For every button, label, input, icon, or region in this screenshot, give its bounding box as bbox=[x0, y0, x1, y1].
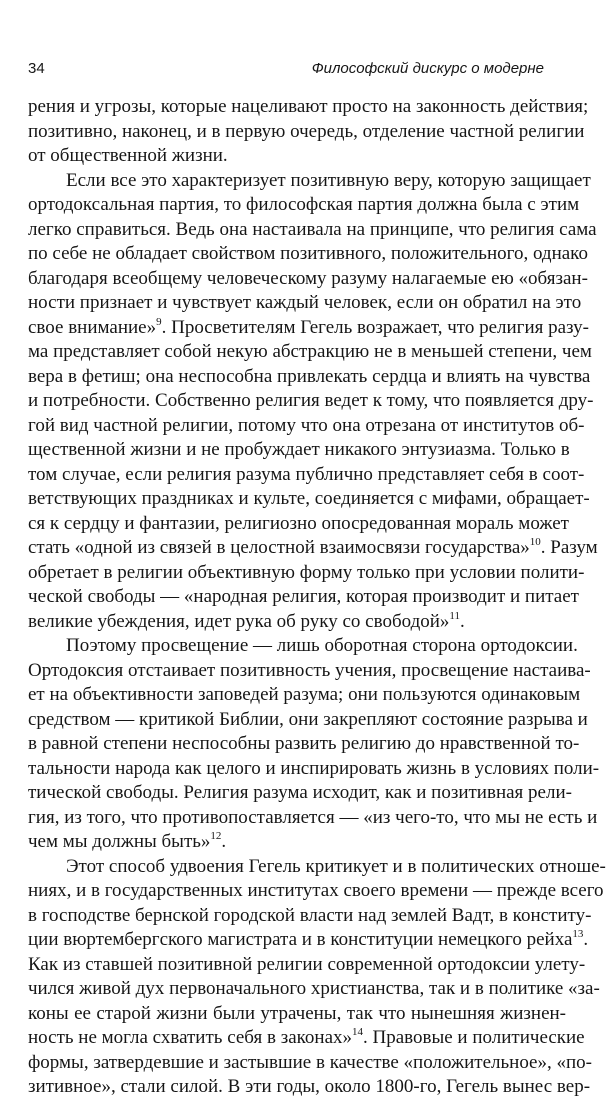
text-line bbox=[28, 757, 600, 782]
line-text: Этот способ удвоения Гегель критикует и в политических отноше- bbox=[66, 855, 606, 877]
text-line bbox=[28, 365, 591, 390]
text-line bbox=[28, 291, 582, 316]
line-text: том случае, если религия разума публично представляет себя в соот- bbox=[28, 463, 585, 485]
footnote-ref[interactable]: 10 bbox=[529, 536, 541, 548]
line-text: в равной степени неспособны развить религию до нравственной то- bbox=[28, 733, 580, 754]
line-text-continued: . Разум bbox=[540, 537, 598, 558]
line-text: чился живой дух первоначального христианства, так и в политике «за- bbox=[28, 978, 600, 999]
text-line bbox=[28, 953, 586, 978]
text-line bbox=[28, 585, 579, 610]
line-text: обретает в религии объективную форму только при условии полити- bbox=[28, 561, 585, 583]
text-line bbox=[28, 879, 604, 904]
paragraph bbox=[28, 855, 606, 1100]
paragraph bbox=[28, 634, 600, 855]
line-text: в господстве бернской городской власти над землей Вадт, в конститу- bbox=[28, 904, 592, 926]
text-line bbox=[28, 315, 589, 341]
text-line bbox=[28, 683, 581, 708]
line-text: стать «одной из связей в целостной взаимосвязи государства» bbox=[28, 537, 530, 558]
text-line bbox=[28, 487, 590, 512]
line-text: чем мы должны быть» bbox=[28, 831, 211, 852]
line-text: Поэтому просвещение — лишь оборотная сторона ортодоксии. bbox=[66, 635, 578, 656]
text-line bbox=[28, 610, 566, 635]
line-text: и потребности. Собственно религия ведет к тому, что появляется дру- bbox=[28, 390, 594, 411]
text-line bbox=[28, 242, 588, 267]
text-line bbox=[28, 414, 585, 439]
line-text: коны ее старой жизни были утрачены, так что нынешняя жизнен- bbox=[28, 1002, 566, 1024]
page-number: 34 bbox=[28, 60, 45, 77]
line-text: вера в фетиш; она неспособна привлекать сердца и влиять на чувства bbox=[28, 365, 591, 387]
body-text bbox=[28, 95, 606, 1100]
line-text: ся к сердцу и фантазии, религиозно опосредованная мораль может bbox=[28, 512, 569, 534]
text-line bbox=[28, 561, 585, 586]
line-text: ниях, и в государственных институтах своего времени — прежде всего bbox=[28, 880, 604, 901]
text-line bbox=[28, 781, 572, 806]
text-line bbox=[28, 855, 606, 880]
text-line bbox=[28, 438, 570, 463]
text-line bbox=[28, 218, 597, 243]
line-text: формы, затвердевшие и застывшие в качестве «положительное», «по- bbox=[28, 1051, 592, 1073]
text-line bbox=[28, 95, 589, 120]
text-line bbox=[28, 708, 588, 733]
line-text: ность не могла схватить себя в законах» bbox=[28, 1027, 353, 1048]
footnote-ref[interactable]: 12 bbox=[210, 830, 222, 842]
text-line bbox=[28, 1002, 566, 1027]
line-text: ности признает и чувствует каждый человек, если он обратил на это bbox=[28, 292, 582, 313]
line-text-continued: . Правовые и политические bbox=[363, 1027, 585, 1048]
line-text: великие убеждения, идет рука об руку со свободой» bbox=[28, 610, 450, 632]
text-line bbox=[28, 806, 598, 831]
text-line bbox=[28, 463, 585, 488]
text-line bbox=[28, 193, 580, 218]
line-text: Если все это характеризует позитивную веру, которую защищает bbox=[66, 169, 591, 191]
footnote-ref[interactable]: 13 bbox=[572, 928, 584, 940]
line-text: от общественной жизни. bbox=[28, 145, 228, 166]
line-text: ма представляет собой некую абстракцию не в меньшей степени, чем bbox=[28, 341, 592, 362]
text-line bbox=[28, 1026, 585, 1051]
line-text-continued: . Просветителям Гегель возражает, что религия разу- bbox=[161, 316, 589, 338]
line-text: зитивное», стали силой. В эти годы, около 1800-го, Гегель вынес вер- bbox=[28, 1076, 591, 1097]
text-line bbox=[28, 536, 598, 561]
running-title: Философский дискурс о модерне bbox=[311, 60, 544, 77]
footnote-ref[interactable]: 9 bbox=[156, 315, 162, 328]
text-line bbox=[28, 830, 566, 855]
text-line bbox=[28, 144, 566, 169]
text-line bbox=[28, 977, 600, 1002]
footnote-ref[interactable]: 11 bbox=[449, 609, 461, 622]
line-text: Ортодоксия отстаивает позитивность учения, просвещение настаива- bbox=[28, 659, 591, 681]
line-text-continued: . bbox=[221, 831, 227, 852]
line-text: ет на объективности заповедей разума; они пользуются одинаковым bbox=[28, 684, 581, 705]
line-text: рения и угрозы, которые нацеливают просто на законность действия; bbox=[28, 96, 589, 117]
line-text: благодаря всеобщему человеческому разуму налагаемые ею «обязан- bbox=[28, 267, 588, 289]
paragraph bbox=[28, 169, 598, 635]
line-text: тической свободы. Религия разума исходит, как и позитивная рели- bbox=[28, 782, 572, 803]
text-line bbox=[28, 267, 588, 292]
text-line bbox=[28, 512, 569, 537]
line-text: средством — критикой Библии, они закрепляют состояние разрыва и bbox=[28, 708, 588, 730]
line-text: позитивно, наконец, и в первую очередь, отделение частной религии bbox=[28, 120, 585, 142]
line-text: ции вюртембергского магистрата и в конституции немецкого рейха bbox=[28, 929, 573, 950]
text-line bbox=[28, 904, 592, 929]
text-line bbox=[28, 659, 591, 684]
text-line bbox=[28, 634, 578, 659]
text-line bbox=[28, 120, 585, 145]
text-line bbox=[28, 1051, 592, 1076]
text-line bbox=[28, 1075, 591, 1100]
text-line bbox=[28, 389, 594, 414]
line-text: тальности народа как целого и инспирировать жизнь в условиях поли- bbox=[28, 757, 600, 779]
line-text: щественной жизни и не пробуждает никакого энтузиазма. Только в bbox=[28, 439, 570, 460]
line-text: Как из ставшей позитивной религии современной ортодоксии улету- bbox=[28, 953, 586, 975]
line-text: гия, из того, что противопоставляется — «из чего-то, что мы не есть и bbox=[28, 806, 598, 828]
text-line bbox=[28, 169, 591, 194]
line-text: ческой свободы — «народная религия, которая производит и питает bbox=[28, 586, 579, 607]
text-line bbox=[28, 928, 589, 953]
line-text: ортодоксальная партия, то философская партия должна была с этим bbox=[28, 194, 580, 215]
paragraph bbox=[28, 95, 589, 169]
line-text: по себе не обладает свойством позитивного, положительного, однако bbox=[28, 243, 588, 264]
line-text-continued: . bbox=[460, 610, 465, 632]
footnote-ref[interactable]: 14 bbox=[352, 1026, 364, 1038]
line-text-continued: . bbox=[583, 929, 589, 950]
text-line bbox=[28, 340, 592, 365]
line-text: ветствующих праздниках и культе, соединяется с мифами, обращает- bbox=[28, 488, 590, 509]
line-text: свое внимание» bbox=[28, 316, 157, 338]
page-header bbox=[28, 60, 544, 82]
line-text: легко справиться. Ведь она настаивала на принципе, что религия сама bbox=[28, 218, 597, 240]
line-text: гой вид частной религии, потому что она отрезана от институтов об- bbox=[28, 414, 585, 436]
text-line bbox=[28, 732, 580, 757]
